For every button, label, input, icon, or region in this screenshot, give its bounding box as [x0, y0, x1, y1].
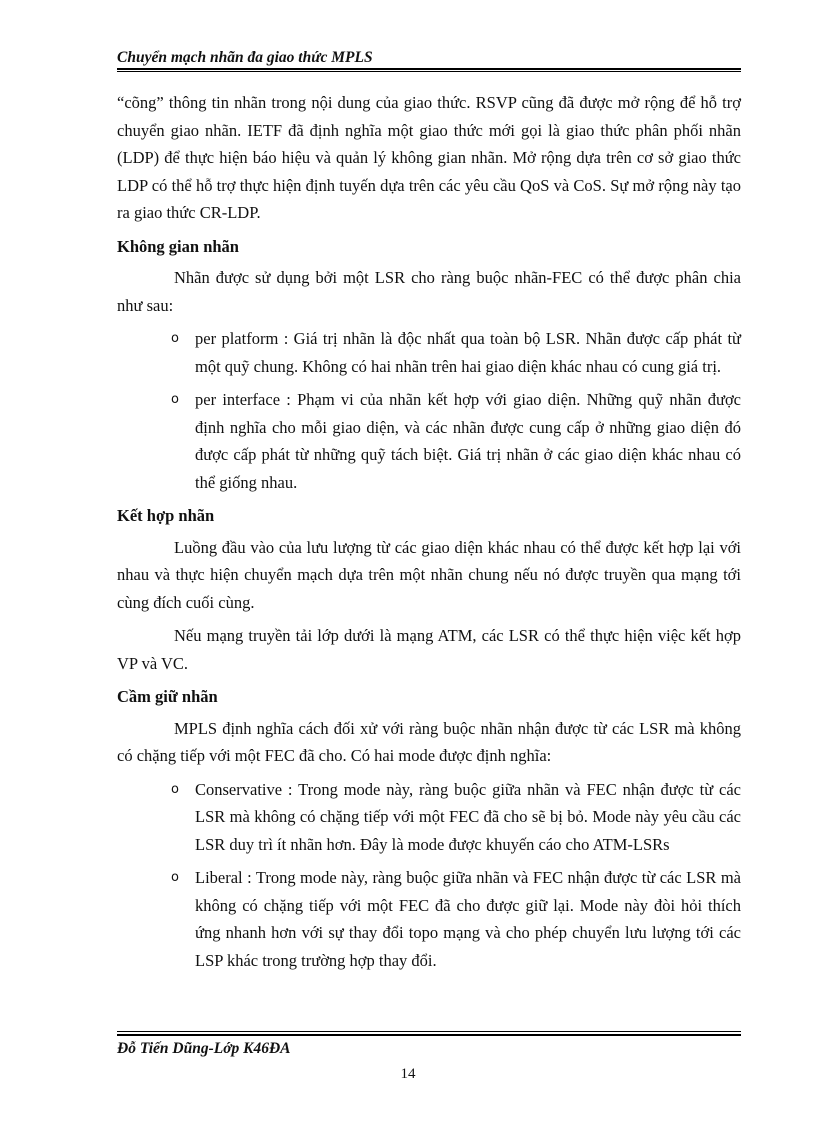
- list-item-text: per platform : Giá trị nhãn là độc nhất qua toàn bộ LSR. Nhãn được cấp phát từ một quỹ chung. Không có hai nhãn trên hai giao diện khác nhau có cung giá trị.: [195, 329, 741, 376]
- bullet-icon: o: [171, 392, 179, 407]
- footer-rule-thick: [117, 1034, 741, 1036]
- footer-rule-thin: [117, 1031, 741, 1032]
- list-item: [117, 386, 741, 496]
- list-item: [117, 325, 741, 380]
- section-paragraph: Nếu mạng truyền tải lớp dưới là mạng ATM, các LSR có thể thực hiện việc kết hợp VP và VC.: [117, 626, 741, 673]
- bullet-list: [117, 325, 741, 496]
- intro-paragraph: “cõng” thông tin nhãn trong nội dung của giao thức. RSVP cũng đã được mở rộng để hỗ trợ chuyển giao nhãn. IETF đã định nghĩa một giao thức mới gọi là giao thức phân phối nhãn (LDP) để thực hiện báo hiệu và quản lý không gian nhãn. Mở rộng dựa trên cơ sở giao thức LDP có thể hỗ trợ thực hiện định tuyến dựa trên các yêu cầu QoS và CoS. Sự mở rộng này tạo ra giao thức CR-LDP.: [117, 93, 741, 222]
- bullet-icon: o: [171, 331, 179, 346]
- header-rule-thin: [117, 71, 741, 72]
- section-paragraph: Nhãn được sử dụng bởi một LSR cho ràng buộc nhãn-FEC có thể được phân chia như sau:: [117, 268, 741, 315]
- section-heading-label-merging: Kết hợp nhãn: [117, 506, 215, 525]
- page-footer-author: Đỗ Tiến Dũng-Lớp K46ĐA: [117, 1040, 291, 1057]
- list-item: [117, 776, 741, 859]
- section-paragraph: MPLS định nghĩa cách đối xử với ràng buộc nhãn nhận được từ các LSR mà không có chặng tiếp với một FEC đã cho. Có hai mode được định nghĩa:: [117, 718, 741, 765]
- bullet-list: [117, 776, 741, 975]
- list-item: [117, 864, 741, 974]
- section-heading-label-retention: Cầm giữ nhãn: [117, 687, 218, 706]
- section-paragraph: Luồng đầu vào của lưu lượng từ các giao diện khác nhau có thể được kết hợp lại với nhau và thực hiện chuyển mạch dựa trên một nhãn chung nếu nó được truyền qua mạng tới cùng đích cuối cùng.: [117, 537, 741, 612]
- list-item-text: Conservative : Trong mode này, ràng buộc giữa nhãn và FEC nhận được từ các LSR mà không có chặng tiếp với một FEC đã cho sẽ bị bỏ. Mode này yêu cầu các LSR duy trì ít nhãn hơn. Đây là mode được khuyến cáo cho ATM-LSRs: [195, 779, 741, 854]
- list-item-text: per interface : Phạm vi của nhãn kết hợp với giao diện. Những quỹ nhãn được định nghĩa cho mỗi giao diện, và các nhãn được cung cấp ở những giao diện đó được cấp phát từ những quỹ tách biệt. Giá trị nhãn ở các giao diện khác nhau có thể giống nhau.: [195, 390, 741, 492]
- section-heading-label-space: Không gian nhãn: [117, 236, 239, 256]
- page-header: Chuyển mạch nhãn đa giao thức MPLS: [117, 49, 373, 66]
- bullet-icon: o: [171, 781, 179, 797]
- page-body: [117, 89, 741, 980]
- header-rule-thick: [117, 68, 741, 70]
- page-number: 14: [400, 1066, 416, 1082]
- list-item-text: Liberal : Trong mode này, ràng buộc giữa nhãn và FEC nhận được từ các LSR mà không có chặng tiếp với một FEC đã cho được giữ lại. Mode này đòi hỏi thích ứng nhanh hơn với sự thay đổi topo mạng và cho phép chuyển lưu lượng tới các LSP khác trong trường hợp thay đổi.: [195, 868, 741, 970]
- bullet-icon: o: [171, 870, 179, 885]
